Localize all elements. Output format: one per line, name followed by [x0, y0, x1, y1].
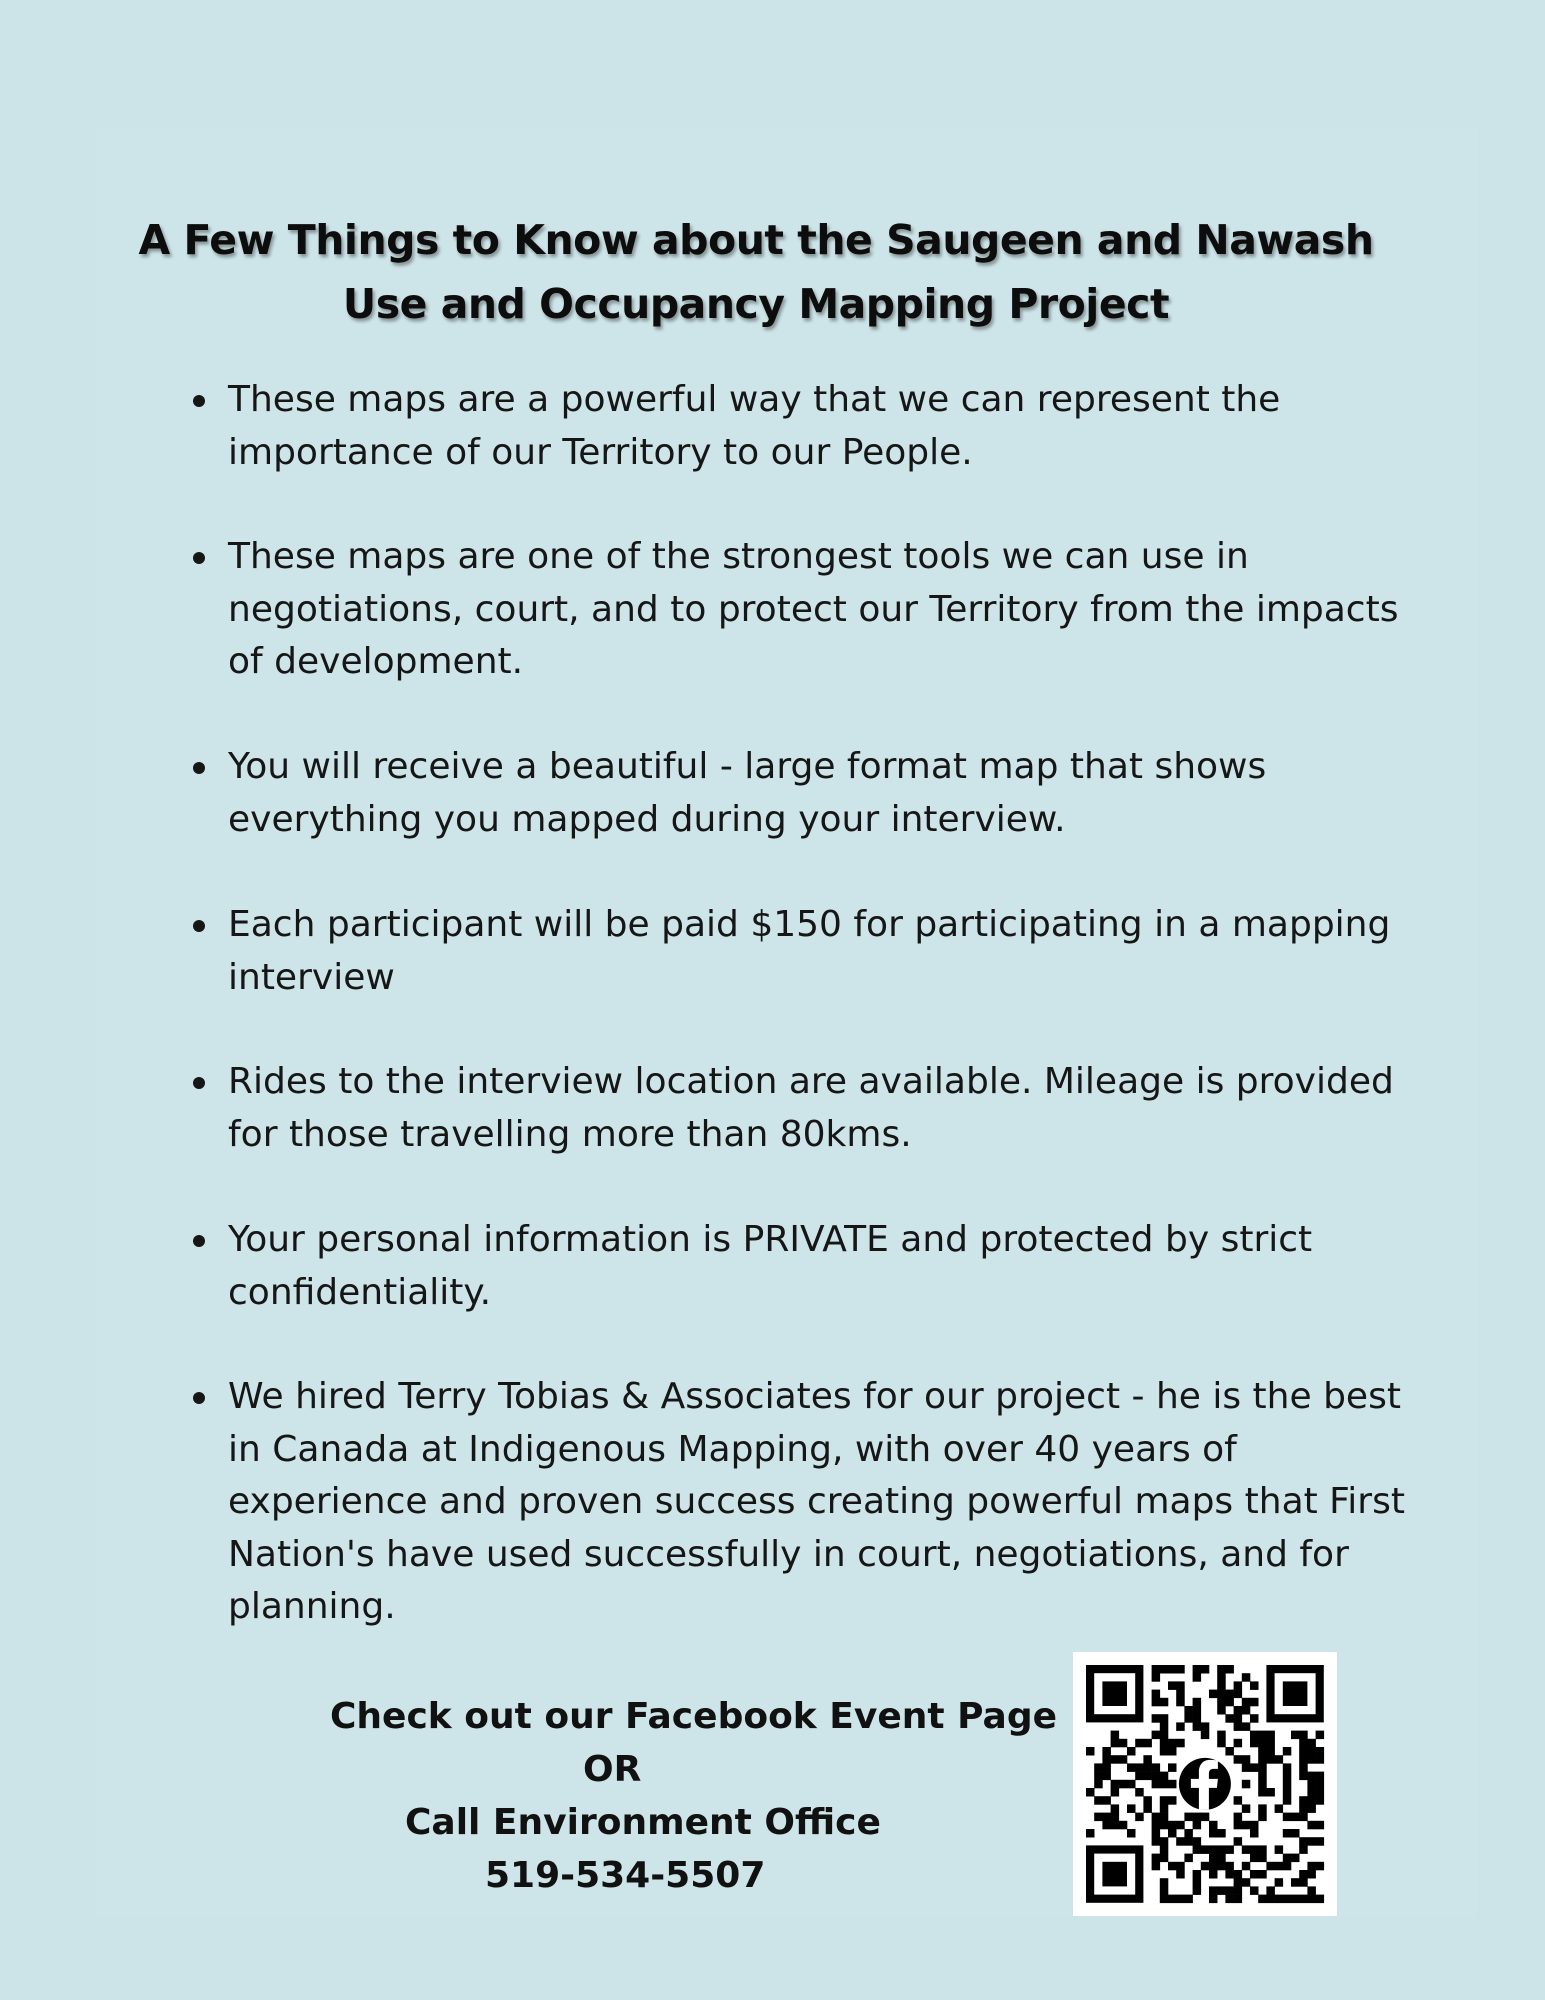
bullet-item [228, 741, 1428, 846]
bullet-text-line: in Canada at Indigenous Mapping, with over 40 years of [228, 1428, 1237, 1470]
bullet-item [228, 1214, 1428, 1319]
bullet-text-line: We hired Terry Tobias & Associates for our project - he is the best [228, 1376, 1401, 1417]
bullet-text-line: of development. [228, 641, 524, 682]
phone-number: 519-534-5507 [485, 1855, 766, 1896]
page-title [0, 208, 1512, 336]
bullet-text-line: interview [228, 956, 395, 998]
bullet-text-line: planning. [228, 1586, 396, 1627]
contact-block [250, 1690, 1070, 1902]
bullet-text-line: Rides to the interview location are available. Mileage is provided [228, 1061, 1394, 1102]
bullet-text-line: These maps are one of the strongest tools we can use in [228, 536, 1249, 577]
bullet-text-line: Your personal information is PRIVATE and protected by strict [228, 1219, 1313, 1260]
bullet-dot-icon [193, 1392, 205, 1404]
bullet-item [228, 1371, 1428, 1634]
bullet-dot-icon [193, 552, 205, 564]
or-text: OR [583, 1749, 642, 1790]
bullet-item [228, 531, 1428, 689]
facebook-event-text: Check out our Facebook Event Page [330, 1696, 1058, 1737]
bullet-dot-icon [193, 1235, 205, 1247]
bullet-text-line: for those travelling more than 80kms. [228, 1113, 912, 1155]
bullet-dot-icon [193, 762, 205, 774]
bullet-dot-icon [193, 395, 205, 407]
bullet-item [228, 899, 1428, 1004]
bullet-text-line: These maps are a powerful way that we can represent the [228, 379, 1281, 420]
bullet-text-line: Nation's have used successfully in court, negotiations, and for [228, 1533, 1349, 1575]
title-line-2: Use and Occupancy Mapping Project [342, 280, 1170, 328]
bullet-text-line: importance of our Territory to our People. [228, 431, 973, 473]
bullet-text-line: confidentiality. [228, 1271, 492, 1313]
bullet-item [228, 1056, 1428, 1161]
bullet-text-line: everything you mapped during your interview. [228, 798, 1066, 840]
bullet-text-line: You will receive a beautiful - large format map that shows [228, 746, 1267, 787]
bullet-text-line: Each participant will be paid $150 for participating in a mapping [228, 904, 1391, 945]
bullet-dot-icon [193, 1077, 205, 1089]
bullet-text-line: experience and proven success creating powerful maps that First [228, 1481, 1405, 1522]
call-office-text: Call Environment Office [405, 1802, 881, 1843]
qr-code[interactable] [1073, 1652, 1337, 1916]
bullet-dot-icon [193, 920, 205, 932]
qr-code-image [1073, 1652, 1337, 1916]
bullet-item [228, 374, 1428, 479]
title-line-1: A Few Things to Know about the Saugeen and Nawash [138, 216, 1374, 264]
bullet-text-line: negotiations, court, and to protect our Territory from the impacts [228, 588, 1399, 630]
